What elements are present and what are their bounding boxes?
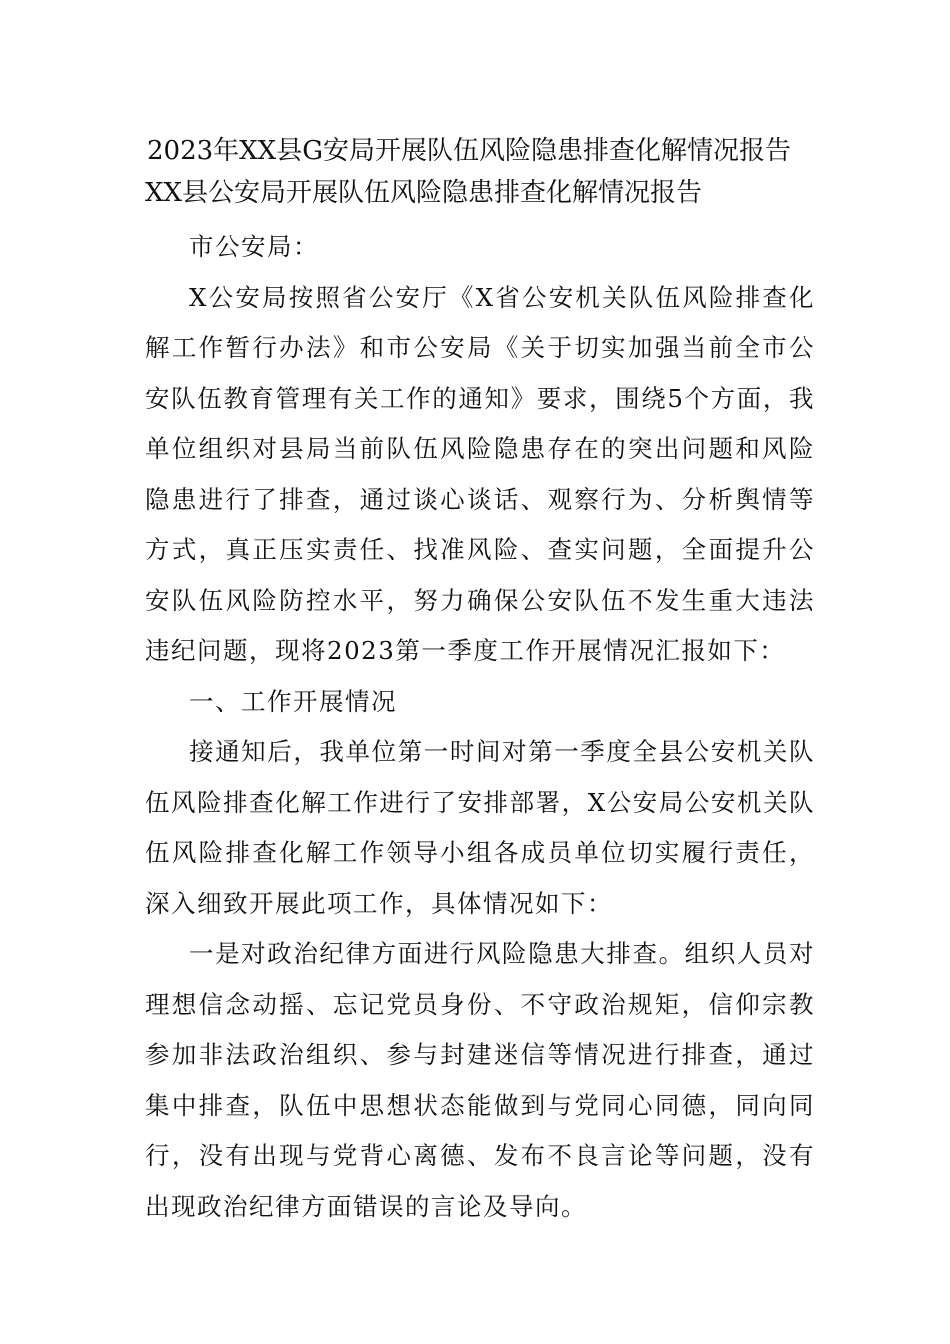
section-heading: 一、工作开展情况 — [189, 686, 397, 716]
paragraph-intro: X公安局按照省公安厅《X省公安机关队伍风险排查化解工作暂行办法》和市公安局《关于切实加强当前全市公安队伍教育管理有关工作的通知》要求，围绕5个方面，我单位组织对县局当前队伍风险隐患存在的突出问题和风险隐患进行了排查，通过谈心谈话、观察行为、分析舆情等方式，真正压实责任、找准风险、查实问题，全面提升公安队伍风险防控水平，努力确保公安队伍不发生重大违法违纪问题，现将2023第一季度工作开展情况汇报如下： — [145, 282, 815, 665]
salutation: 市公安局： — [189, 232, 319, 261]
paragraph-deployment: 接通知后，我单位第一时间对第一季度全县公安机关队伍风险排查化解工作进行了安排部署，X公安局公安机关队伍风险排查化解工作领导小组各成员单位切实履行责任，深入细致开展此项工作，具体情况如下： — [145, 737, 815, 918]
document-subtitle: XX县公安局开展队伍风险隐患排查化解情况报告 — [145, 178, 703, 208]
document-title: 2023年XX县G安局开展队伍风险隐患排查化解情况报告 — [147, 136, 791, 166]
paragraph-political-discipline: 一是对政治纪律方面进行风险隐患大排查。组织人员对理想信念动摇、忘记党员身份、不守政治规矩，信仰宗教参加非法政治组织、参与封建迷信等情况进行排查，通过集中排查，队伍中思想状态能做到与党同心同德，同向同行，没有出现与党背心离德、发布不良言论等问题，没有出现政治纪律方面错误的言论及导向。 — [145, 939, 815, 1221]
document-page — [145, 130, 815, 1232]
